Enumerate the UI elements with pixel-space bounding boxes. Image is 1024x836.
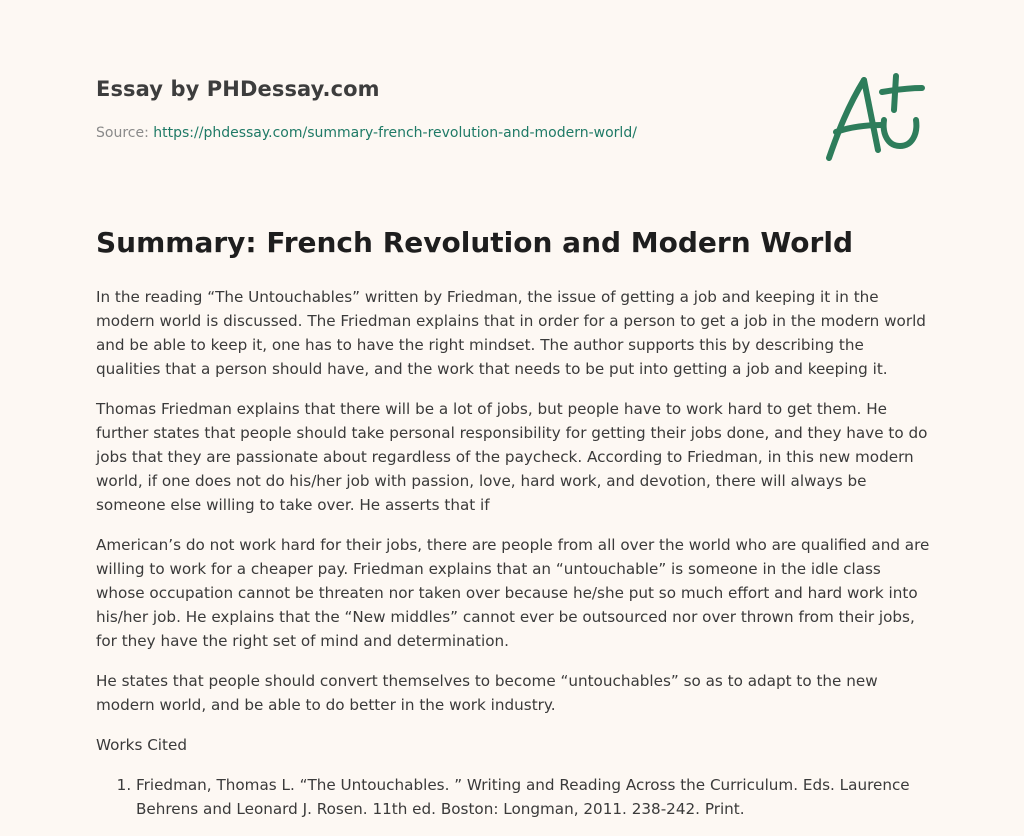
essay-title: Summary: French Revolution and Modern World (96, 226, 853, 259)
paragraph: Thomas Friedman explains that there will be a lot of jobs, but people have to work hard to get them. He further states that people should take personal responsibility for getting their jobs done, and they have to do jobs that they are passionate about regardless of the paycheck. According to Friedman, in this new modern world, if one does not do his/her job with passion, love, hard work, and devotion, there will always be someone else willing to take over. He asserts that if (96, 400, 928, 514)
source-label: Source: (96, 125, 154, 141)
source-line (96, 125, 637, 141)
essay-body (96, 285, 932, 821)
reference-item: 1. Friedman, Thomas L. “The Untouchables. ” Writing and Reading Across the Curriculum. Eds. Laurence Behrens and Leonard J. Rosen. 11th ed. Boston: Longman, 2011. 238-242. Print. (136, 773, 932, 821)
paragraph: He states that people should convert themselves to become “untouchables” so as to adapt to the new modern world, and be able to do better in the work industry. (96, 672, 878, 714)
site-brand: Essay by PHDessay.com (96, 77, 380, 101)
references-list (96, 773, 932, 821)
paragraph: In the reading “The Untouchables” written by Friedman, the issue of getting a job and keeping it in the modern world is discussed. The Friedman explains that in order for a person to get a job in the modern world and be able to keep it, one has to have the right mindset. The author supports this by describing the qualities that a person should have, and the work that needs to be put into getting a job and keeping it. (96, 288, 926, 378)
works-cited-heading: Works Cited (96, 736, 187, 754)
a-plus-logo-icon (824, 70, 926, 162)
source-link[interactable]: https://phdessay.com/summary-french-revolution-and-modern-world/ (153, 125, 637, 141)
paragraph: American’s do not work hard for their jobs, there are people from all over the world who are qualified and are willing to work for a cheaper pay. Friedman explains that an “untouchable” is someone in the idle class whose occupation cannot be threaten nor taken over because he/she put so much effort and hard work into his/her job. He explains that the “New middles” cannot ever be outsourced nor over thrown from their jobs, for they have the right set of mind and determination. (96, 536, 930, 650)
